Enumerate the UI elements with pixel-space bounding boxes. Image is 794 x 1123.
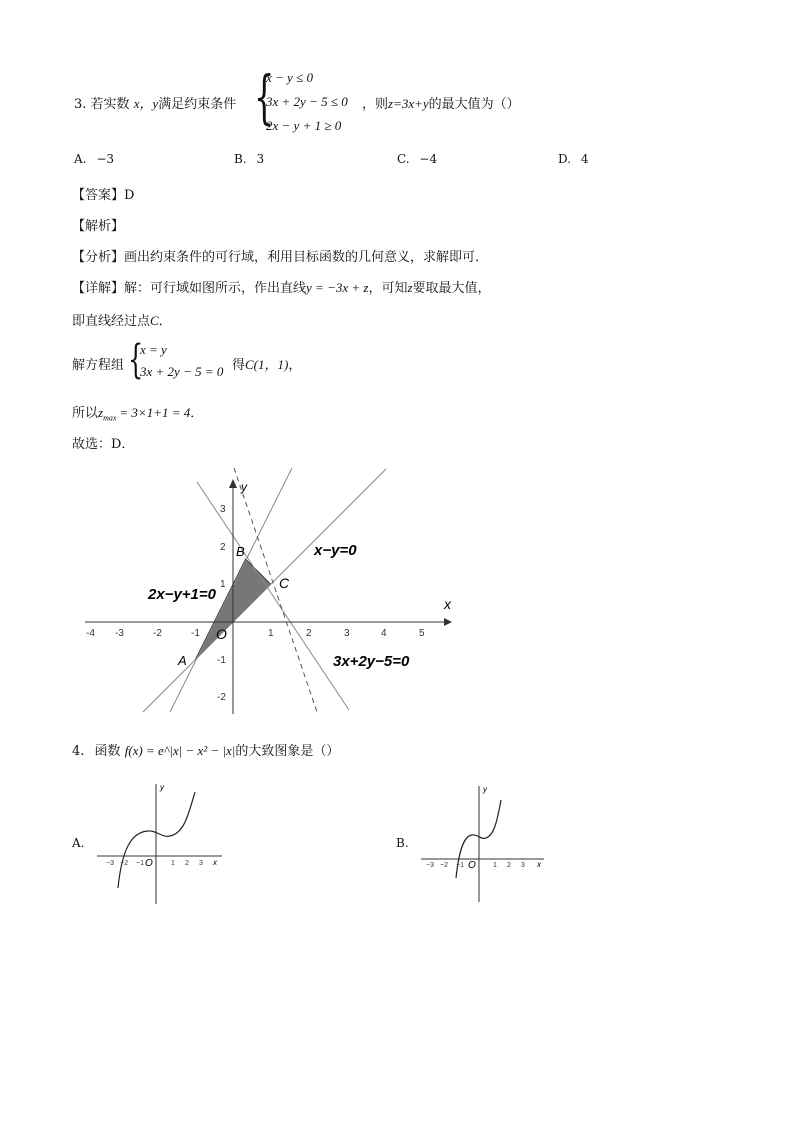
graph-a-y-label: y <box>160 783 164 792</box>
solve-result <box>232 354 301 373</box>
zmax-line <box>72 402 203 423</box>
q3-stem-post <box>362 93 520 112</box>
y-tick: -1 <box>217 655 226 666</box>
q3-option-d <box>558 152 588 166</box>
x-axis-arrow <box>444 618 452 626</box>
graph-a-origin: O <box>145 858 153 869</box>
zmax-z: z <box>98 405 104 420</box>
graph-a-ticks <box>106 860 203 867</box>
zmax-expr: = 3×1+1 = 4 <box>119 405 191 420</box>
point-b-label: B <box>236 544 245 559</box>
so-end: ． <box>190 406 204 421</box>
line2 <box>72 310 172 329</box>
tick: −3 <box>106 860 114 867</box>
line2-end: ． <box>158 314 172 329</box>
answer-tag: 【答案】 <box>72 188 125 203</box>
q4-stem <box>72 740 339 759</box>
tick: −3 <box>426 862 434 869</box>
analysis-tag: 【解析】 <box>72 219 125 234</box>
x-axis-label: x <box>444 596 451 612</box>
line2-label: 2x−y+1=0 <box>148 586 216 603</box>
answer-value: D <box>124 188 135 203</box>
graph-option-b <box>418 782 552 906</box>
choose-line: 故选：D． <box>72 437 135 452</box>
option-value: −3 <box>96 152 115 166</box>
q3-system-brace: { <box>254 63 275 131</box>
option-letter: A. <box>74 152 87 166</box>
tick: 1 <box>171 860 175 867</box>
solve-end: ， <box>288 358 302 373</box>
solve-pre: 解方程组 <box>72 358 125 373</box>
x-tick: -4 <box>86 628 95 639</box>
xiangjie-text3: 要取最大值， <box>412 281 491 296</box>
q4-stem-pre: 函数 <box>94 744 121 759</box>
tick: 2 <box>507 862 511 869</box>
option-letter: B. <box>234 152 247 166</box>
x-tick: 5 <box>419 628 425 639</box>
x-tick: -1 <box>191 628 200 639</box>
fenxi-line <box>72 246 488 265</box>
x-tick: -3 <box>115 628 124 639</box>
line2-text: 即直线经过点 <box>72 314 151 329</box>
q4-option-b-label: B. <box>396 836 409 850</box>
tick: 2 <box>185 860 189 867</box>
feasible-region-figure <box>80 462 460 716</box>
q4-stem-post: 的大致图象是（） <box>235 744 340 759</box>
tick: 1 <box>493 862 497 869</box>
y-axis-arrow <box>229 479 237 488</box>
option-value: 3 <box>256 152 265 166</box>
point-c-figure-label: C <box>279 575 290 591</box>
q3-constraint-1: x − y ≤ 0 <box>266 70 313 85</box>
q4-function: f(x) = e^|x| − x² − |x| <box>124 743 236 758</box>
x-tick: 2 <box>306 628 312 639</box>
graph-option-a <box>92 778 226 908</box>
y-axis-label: y <box>241 480 247 494</box>
q3-vars: x，y <box>133 96 159 111</box>
option-value: −4 <box>419 152 438 166</box>
point-a-label: A <box>178 653 187 668</box>
fenxi-text: 画出约束条件的可行域，利用目标函数的几何意义，求解即可． <box>124 250 489 265</box>
q3-constraint-2: 3x + 2y − 5 ≤ 0 <box>266 94 348 109</box>
y-tick: -2 <box>217 692 226 703</box>
x-tick: 4 <box>381 628 387 639</box>
tick: 3 <box>199 860 203 867</box>
z-var: z <box>407 280 413 295</box>
x-tick: 3 <box>344 628 350 639</box>
solve-eq-1: x = y <box>140 342 167 357</box>
q3-option-b <box>234 152 264 166</box>
graph-b-origin: O <box>468 860 476 871</box>
q3-stem <box>74 93 236 112</box>
line1-label: x−y=0 <box>314 542 357 559</box>
tick: −1 <box>136 860 144 867</box>
q4-number: 4. <box>72 744 85 759</box>
q3-option-a <box>74 152 114 166</box>
fenxi-tag: 【分析】 <box>72 250 125 265</box>
line-3x-plus-2y-minus-5 <box>197 482 349 710</box>
line-equation: y = −3x + z <box>306 280 369 295</box>
option-letter: D. <box>558 152 572 166</box>
tick: −2 <box>440 862 448 869</box>
option-value: 4 <box>580 152 589 166</box>
q3-stem-pre: 若实数 <box>90 97 130 112</box>
x-tick-labels <box>86 628 425 639</box>
xiangjie-text2: ，可知 <box>368 281 408 296</box>
y-tick: 1 <box>220 579 226 590</box>
graph-b-y-label: y <box>483 785 487 794</box>
point-c-label: C <box>150 313 159 328</box>
graph-a-x-label: x <box>213 858 217 867</box>
q3-stem-mid: 满足约束条件 <box>158 97 237 112</box>
q3-stem-post-a: ，则 <box>362 97 389 112</box>
xiangjie-tag: 【详解】 <box>72 281 125 296</box>
tick: −2 <box>120 860 128 867</box>
q3-stem-post-b: 的最大值为（） <box>428 97 520 112</box>
xiangjie-line <box>72 277 491 296</box>
q3-option-c <box>397 152 437 166</box>
option-letter: C. <box>397 152 410 166</box>
solve-brace: { <box>128 337 144 383</box>
y-tick: 2 <box>220 542 226 553</box>
so-pre: 所以 <box>72 406 99 421</box>
tick: −1 <box>456 862 464 869</box>
x-tick: 1 <box>268 628 274 639</box>
line3-label: 3x+2y−5=0 <box>333 653 410 670</box>
q3-number: 3. <box>74 97 87 112</box>
q4-option-a-label: A. <box>72 836 85 850</box>
q3-constraint-3: 2x − y + 1 ≥ 0 <box>266 118 342 133</box>
solve-mid: 得 <box>232 358 246 373</box>
zmax-sub: max <box>103 413 117 423</box>
xiangjie-text1: 解：可行域如图所示，作出直线 <box>124 281 307 296</box>
answer-line <box>72 184 134 203</box>
graph-b-x-label: x <box>537 860 541 869</box>
solve-eq-2: 3x + 2y − 5 = 0 <box>140 364 224 379</box>
x-tick: -2 <box>153 628 162 639</box>
q3-objective: z=3x+y <box>388 96 429 111</box>
solve-point: C(1，1) <box>245 357 289 372</box>
tick: 3 <box>521 862 525 869</box>
origin-label: O <box>216 626 227 642</box>
y-tick: 3 <box>220 504 226 515</box>
